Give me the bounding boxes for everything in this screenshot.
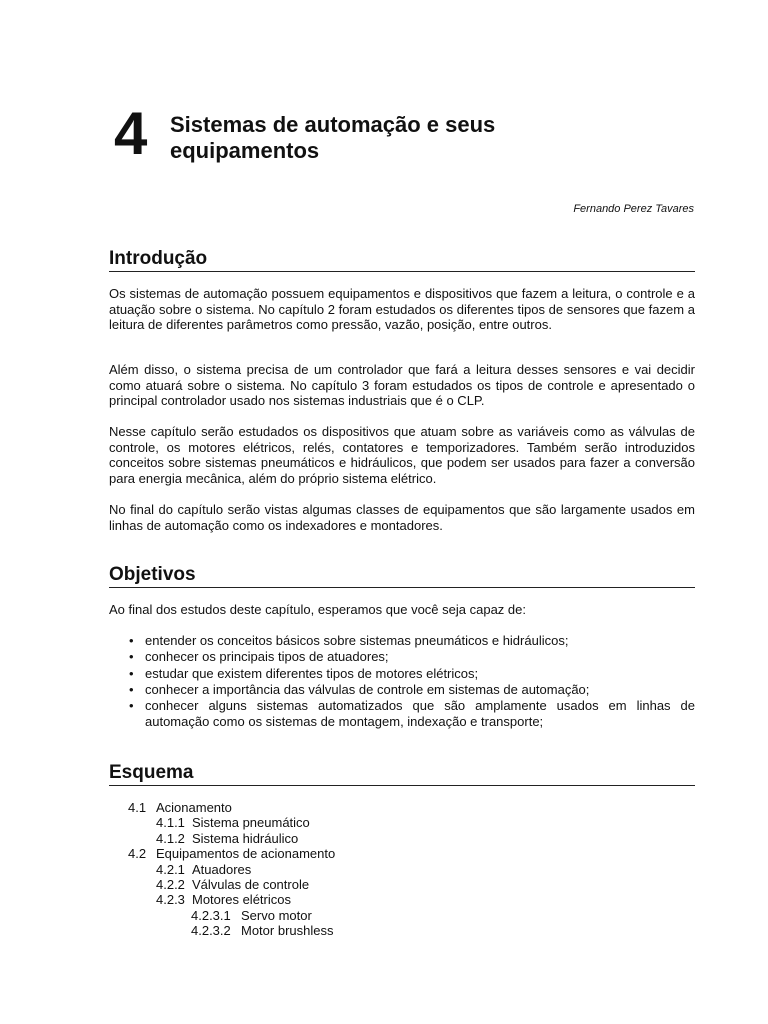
outline-label: Motores elétricos: [192, 892, 291, 908]
list-item-text: conhecer os principais tipos de atuadores;: [145, 649, 389, 665]
outline-item: [128, 908, 688, 923]
outline-number: 4.1: [128, 800, 147, 815]
outline-label: Válvulas de controle: [192, 877, 310, 893]
introducao-heading: Introdução: [109, 248, 695, 272]
outline-item: [128, 800, 688, 815]
outline-label: Servo motor: [241, 907, 312, 923]
outline-item: [128, 877, 688, 892]
outline-number: 4.2.3.2: [191, 923, 231, 939]
chapter-title: [170, 112, 590, 164]
outline-label: Acionamento: [156, 800, 232, 815]
bullet-icon: •: [129, 698, 134, 714]
outline-label: Equipamentos de acionamento: [156, 846, 336, 862]
outline-item: [128, 862, 688, 877]
intro-paragraph-1: Os sistemas de automação possuem equipamentos e dispositivos que fazem a leitura, o controle e a atuação sobre o sistema. No capítulo 2 foram estudados os diferentes tipos de sensores que fazem a leitura de diferentes parâmetros como pressão, vazão, posição, entre outros.: [109, 286, 695, 333]
list-item-text: estudar que existem diferentes tipos de motores elétricos;: [145, 665, 479, 681]
bullet-icon: •: [129, 649, 134, 665]
outline-number: 4.2: [128, 846, 147, 862]
outline-item: [128, 923, 688, 938]
bullet-icon: •: [129, 633, 134, 648]
chapter-title-line-1: Sistemas de automação e seus: [170, 112, 496, 137]
outline-item: [128, 815, 688, 830]
objetivos-list: [109, 633, 695, 731]
intro-paragraph-4: No final do capítulo serão vistas algumas classes de equipamentos que são largamente usados em linhas de automação como os indexadores e montadores.: [109, 502, 695, 533]
outline-label: Motor brushless: [241, 923, 334, 939]
list-item-text: entender os conceitos básicos sobre sistemas pneumáticos e hidráulicos;: [145, 633, 569, 648]
outline-label: Sistema hidráulico: [192, 830, 299, 846]
list-item: [109, 698, 695, 731]
outline-label: Atuadores: [192, 861, 252, 877]
chapter-number: 4: [114, 100, 148, 167]
chapter-title-line-2: equipamentos: [170, 138, 320, 163]
outline-number: 4.1.2: [156, 830, 185, 846]
list-item: [109, 666, 695, 682]
outline-item: [128, 846, 688, 861]
intro-paragraph-2: Além disso, o sistema precisa de um controlador que fará a leitura desses sensores e vai decidir como atuará sobre o sistema. No capítulo 3 foram estudados os tipos de controle e apresentado o principal controlador usado nos sistemas industriais que é o CLP.: [109, 362, 695, 409]
objetivos-intro: Ao final dos estudos deste capítulo, esperamos que você seja capaz de:: [109, 602, 526, 617]
outline-item: [128, 831, 688, 846]
bullet-icon: •: [129, 681, 134, 697]
list-item-text: conhecer alguns sistemas automatizados que são amplamente usados em linhas de automação como os sistemas de montagem, indexação e transporte;: [145, 698, 695, 730]
list-item: [109, 649, 695, 665]
esquema-outline: [128, 800, 688, 939]
list-item: [109, 633, 695, 649]
objetivos-heading: Objetivos: [109, 564, 695, 588]
outline-number: 4.2.3.1: [191, 907, 231, 923]
list-item: [109, 682, 695, 698]
outline-item: [128, 892, 688, 907]
author-name: Fernando Perez Tavares: [573, 203, 694, 215]
outline-number: 4.2.2: [156, 877, 185, 893]
list-item-text: conhecer a importância das válvulas de controle em sistemas de automação;: [145, 681, 590, 697]
outline-number: 4.1.1: [156, 815, 185, 831]
outline-label: Sistema pneumático: [192, 815, 310, 831]
intro-paragraph-3: Nesse capítulo serão estudados os dispositivos que atuam sobre as variáveis como as válvulas de controle, os motores elétricos, relés, contatores e temporizadores. Também serão introduzidos conceitos sobre sistemas pneumáticos e hidráulicos, que podem ser usados para fazer a conversão para energia mecânica, além do próprio sistema elétrico.: [109, 424, 695, 486]
esquema-heading: Esquema: [109, 762, 695, 786]
outline-number: 4.2.3: [156, 892, 185, 908]
outline-number: 4.2.1: [156, 861, 185, 877]
bullet-icon: •: [129, 665, 134, 681]
